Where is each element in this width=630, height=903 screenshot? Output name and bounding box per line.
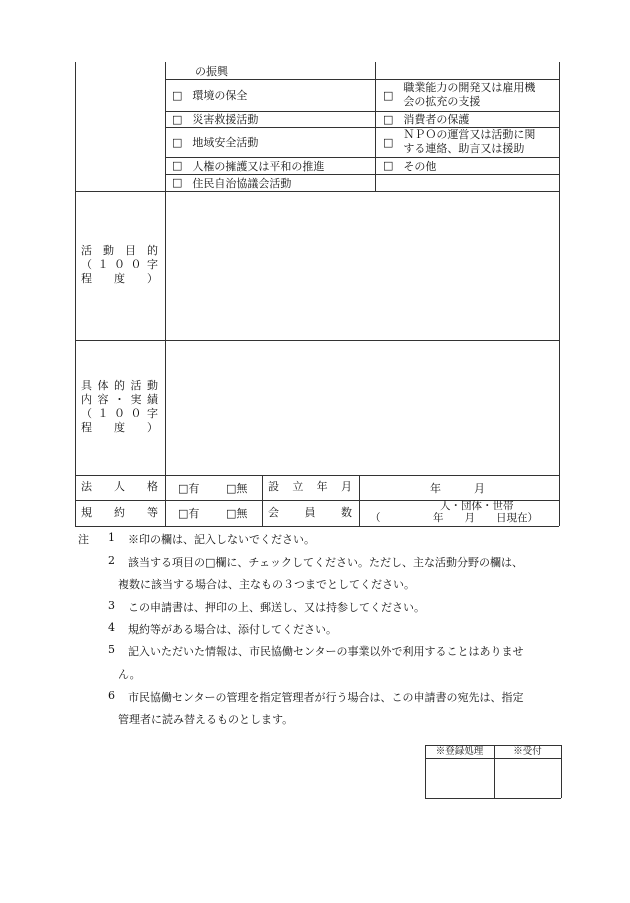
registration-field[interactable] <box>426 759 494 798</box>
rules-label: 規約等 <box>81 506 158 519</box>
category-human-rights[interactable]: □ 人権の擁護又は平和の推進 <box>172 159 325 173</box>
category-employment[interactable]: □ 職業能力の開発又は雇用機 会の拡充の支援 <box>383 81 536 108</box>
category-environment[interactable]: □ 環境の保全 <box>172 88 248 102</box>
category-npo-support[interactable]: □ ＮＰＯの運営又は活動に関 する連絡、助言又は援助 <box>383 128 536 155</box>
checkbox[interactable]: □ <box>383 88 394 102</box>
category-disaster-relief[interactable]: □ 災害救援活動 <box>172 112 259 126</box>
checkbox[interactable]: □ <box>383 135 394 149</box>
purpose-field[interactable] <box>166 192 558 339</box>
activity-field[interactable] <box>166 341 558 474</box>
category-consumer-protection[interactable]: □ 消費者の保護 <box>383 112 470 126</box>
corp-label: 法人格 <box>81 480 158 493</box>
rules-yes-option[interactable]: □有 <box>178 507 200 520</box>
corp-no-option[interactable]: □無 <box>226 481 248 495</box>
registration-header: ※登録処理 <box>435 746 484 757</box>
category-community-safety[interactable]: □ 地域安全活動 <box>172 135 259 149</box>
establishment-label: 設立年月 <box>268 480 352 493</box>
purpose-label: 活動目的 （１００字 程度） <box>81 244 158 285</box>
checkbox[interactable]: □ <box>172 135 183 149</box>
category-continued: の振興 <box>195 64 228 78</box>
corp-yes-option[interactable]: □有 <box>178 481 200 495</box>
activity-label: 具体的活動 内容・実績 （１００字 程度） <box>81 379 158 434</box>
checkbox[interactable]: □ <box>172 159 183 172</box>
checkbox[interactable]: □ <box>172 88 183 102</box>
category-resident-council[interactable]: □ 住民自治協議会活動 <box>172 176 292 190</box>
checkbox[interactable]: □ <box>172 176 183 189</box>
category-other[interactable]: □ その他 <box>383 159 437 173</box>
checkbox[interactable]: □ <box>383 112 394 126</box>
member-count-field[interactable]: 人・団体・世帯 （ 年 月 日現在） <box>370 500 538 524</box>
reception-field[interactable] <box>495 759 561 798</box>
member-count-label: 会員数 <box>268 506 352 519</box>
rules-no-option[interactable]: □無 <box>226 507 248 520</box>
reception-header: ※受付 <box>513 746 542 757</box>
checkbox[interactable]: □ <box>383 159 394 172</box>
establishment-field[interactable]: 年 月 <box>430 481 485 495</box>
checkbox[interactable]: □ <box>172 112 183 126</box>
